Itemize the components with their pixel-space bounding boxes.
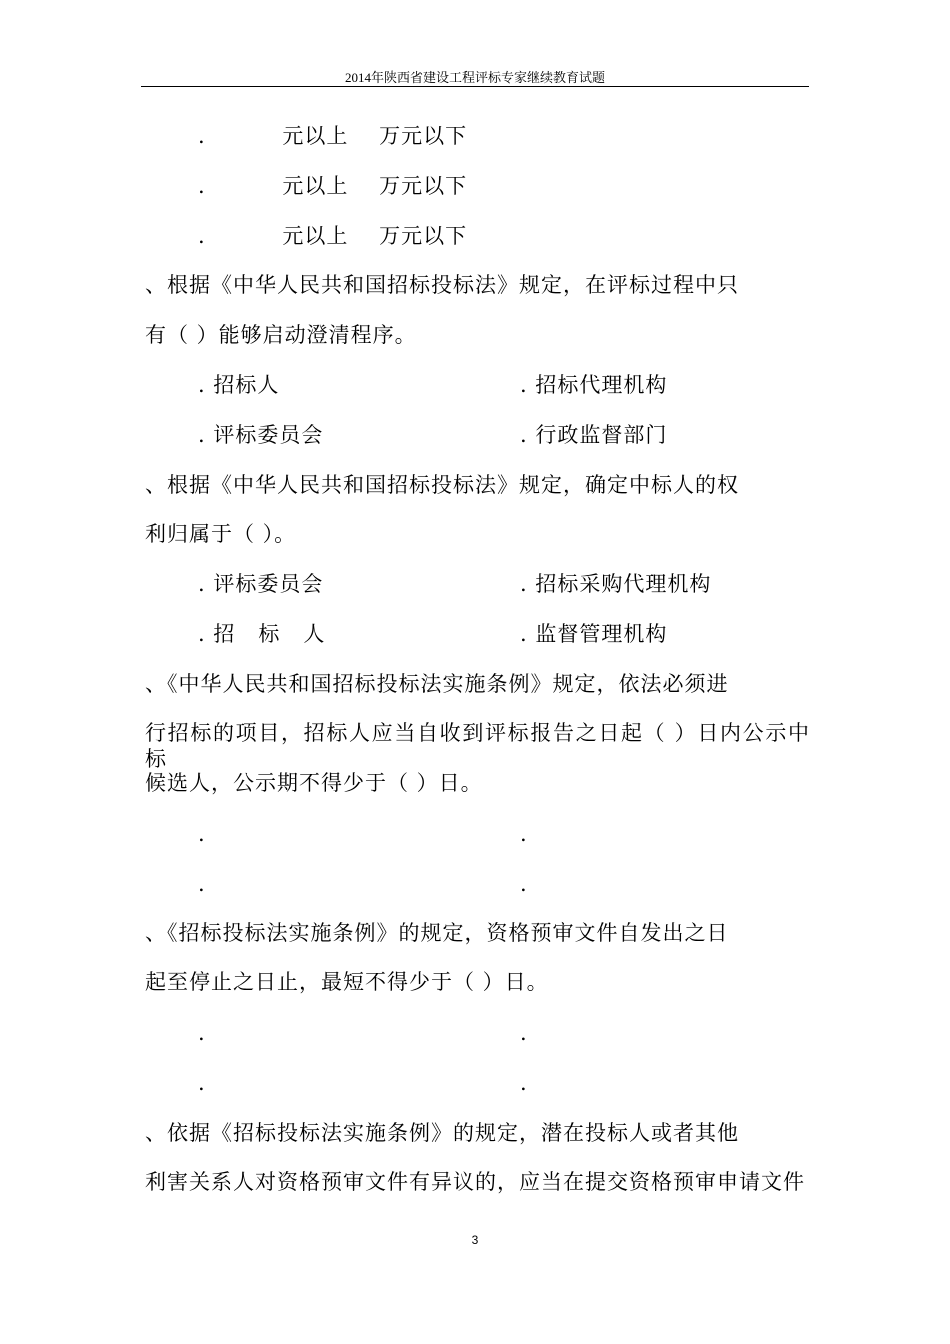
option-a: . [198, 1021, 206, 1045]
question-text: 候选人，公示期不得少于（ ）日。 [145, 771, 483, 795]
question-text: 、依据《招标投标法实施条例》的规定，潜在投标人或者其他 [145, 1121, 739, 1145]
option-b: . [520, 822, 528, 846]
option-d: . [520, 872, 528, 896]
question-text: 利归属于（ ）。 [145, 522, 297, 546]
question-text: 、根据《中华人民共和国招标投标法》规定，在评标过程中只 [145, 273, 739, 297]
option-line: . 元以上 万元以下 [198, 124, 468, 148]
option-d: . [520, 1071, 528, 1095]
option-line: . 元以上 万元以下 [198, 224, 468, 248]
option-c: . 评标委员会 [198, 423, 324, 447]
question-text: 利害关系人对资格预审文件有异议的，应当在提交资格预审申请文件 [145, 1170, 805, 1194]
option-b: . 招标采购代理机构 [520, 572, 712, 596]
question-text: 、《中华人民共和国招标投标法实施条例》规定，依法必须进 [145, 672, 729, 696]
question-text: 、根据《中华人民共和国招标投标法》规定，确定中标人的权 [145, 473, 739, 497]
question-text: 有（ ）能够启动澄清程序。 [145, 323, 417, 347]
header-rule [141, 86, 809, 87]
question-text: 、《招标投标法实施条例》的规定，资格预审文件自发出之日 [145, 921, 729, 945]
page-number: 3 [471, 1233, 479, 1247]
option-c: . [198, 872, 206, 896]
option-a: . [198, 822, 206, 846]
option-b: . [520, 1021, 528, 1045]
option-d: . 监督管理机构 [520, 622, 668, 646]
option-c: . 招 标 人 [198, 622, 326, 646]
question-text: 起至停止之日止，最短不得少于（ ）日。 [145, 970, 549, 994]
question-text: 行招标的项目，招标人应当自收到评标报告之日起（ ）日内公示中标 [145, 721, 810, 771]
page-header-title: 2014年陕西省建设工程评标专家继续教育试题 [344, 70, 605, 85]
option-c: . [198, 1071, 206, 1095]
option-a: . 招标人 [198, 373, 280, 397]
option-a: . 评标委员会 [198, 572, 324, 596]
option-b: . 招标代理机构 [520, 373, 668, 397]
option-d: . 行政监督部门 [520, 423, 668, 447]
option-line: . 元以上 万元以下 [198, 174, 468, 198]
